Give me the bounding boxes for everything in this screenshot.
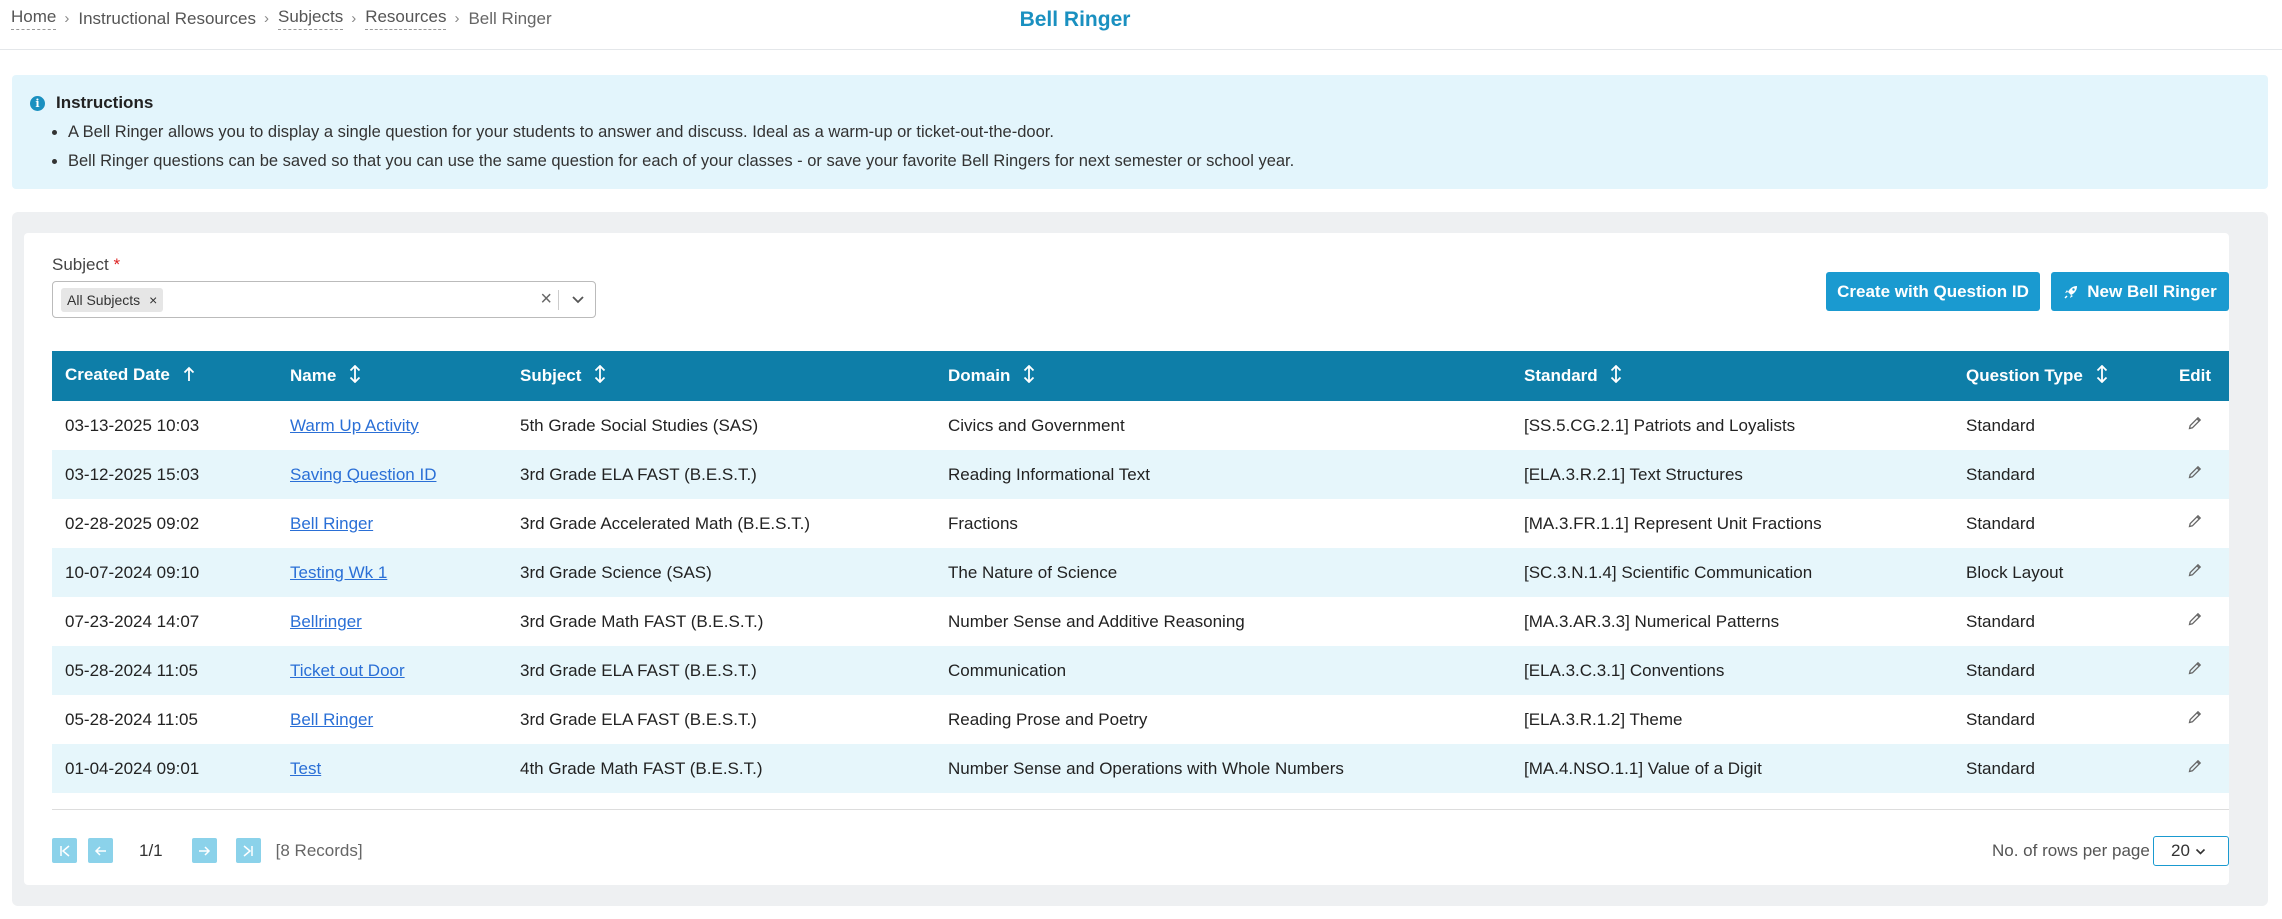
table-row [52, 548, 2229, 597]
column-header-subject[interactable] [507, 351, 935, 401]
table-row [52, 450, 2229, 499]
last-page-button[interactable] [236, 838, 261, 863]
column-header-label: Domain [948, 365, 1011, 385]
chevron-right-icon: › [351, 10, 357, 27]
record-count: [8 Records] [275, 840, 363, 860]
chevron-right-icon: › [264, 10, 269, 27]
column-header-name[interactable] [277, 351, 507, 401]
instructions-item: • Bell Ringer questions can be saved so that you can use the same question for each of your classes - or save your favorite Bell Ringers for next semester or school year. [68, 150, 1294, 179]
first-page-icon [58, 844, 72, 858]
instructions-box [12, 75, 2268, 189]
bell-ringer-table [52, 351, 2229, 793]
column-header-created-date[interactable] [52, 351, 277, 401]
table-row [52, 744, 2229, 793]
breadcrumb-resources[interactable]: Resources [365, 7, 446, 30]
cell-subject: 5th Grade Social Studies (SAS) [520, 415, 759, 435]
subject-label [52, 255, 120, 275]
page-title: Bell Ringer [1019, 8, 1131, 31]
cell-edit [2161, 401, 2229, 450]
cell-subject: 3rd Grade Accelerated Math (B.E.S.T.) [520, 513, 811, 533]
new-bell-ringer-label: New Bell Ringer [2087, 281, 2217, 301]
bell-ringer-link[interactable]: Bell Ringer [290, 513, 374, 533]
table-header-row [52, 351, 2229, 401]
cell-question-type: Standard [1966, 709, 2035, 729]
bell-ringer-link[interactable]: Testing Wk 1 [290, 562, 388, 582]
instructions-list [68, 121, 1294, 179]
cell-domain: Reading Prose and Poetry [948, 709, 1148, 729]
cell-name [277, 548, 507, 597]
cell-edit [2161, 597, 2229, 646]
column-header-label: Standard [1524, 365, 1598, 385]
cell-subject: 3rd Grade ELA FAST (B.E.S.T.) [520, 709, 757, 729]
page-status: 1/1 [139, 840, 163, 860]
subject-chip [61, 288, 163, 312]
subject-chip-label: All Subjects [67, 292, 141, 308]
cell-name [277, 695, 507, 744]
cell-edit [2161, 695, 2229, 744]
cell-standard: [ELA.3.R.2.1] Text Structures [1524, 464, 1743, 484]
create-with-question-id-label: Create with Question ID [1837, 281, 2029, 301]
cell-edit [2161, 744, 2229, 793]
cell-question-type: Standard [1966, 758, 2035, 778]
instructions-heading [30, 93, 153, 113]
sort-icon [594, 365, 606, 388]
table-row [52, 597, 2229, 646]
cell-domain: Civics and Government [948, 415, 1125, 435]
rows-per-page-label: No. of rows per page [1992, 841, 2150, 860]
cell-created-date: 03-13-2025 10:03 [65, 415, 200, 435]
subject-label-text: Subject [52, 255, 109, 274]
bell-ringer-link[interactable]: Bellringer [290, 611, 362, 631]
arrow-left-icon [94, 844, 108, 858]
instructions-item: • A Bell Ringer allows you to display a single question for your students to answer and discuss. Ideal as a warm-up or ticket-out-the-door. [68, 121, 1294, 150]
cell-standard: [MA.3.FR.1.1] Represent Unit Fractions [1524, 513, 1822, 533]
table-row [52, 401, 2229, 450]
pencil-icon[interactable] [2187, 563, 2203, 582]
pencil-icon[interactable] [2187, 514, 2203, 533]
column-header-domain[interactable] [935, 351, 1511, 401]
pencil-icon[interactable] [2187, 465, 2203, 484]
table-row [52, 499, 2229, 548]
select-divider [558, 290, 559, 310]
cell-created-date: 01-04-2024 09:01 [65, 758, 200, 778]
column-header-label: Edit [2178, 366, 2212, 385]
table-divider [52, 809, 2229, 810]
sort-icon [2096, 365, 2108, 388]
breadcrumb-home[interactable]: Home [11, 7, 56, 30]
sort-icon [1610, 365, 1622, 388]
cell-question-type: Standard [1966, 415, 2035, 435]
pencil-icon[interactable] [2187, 710, 2203, 729]
instructions-title: Instructions [56, 93, 154, 112]
previous-page-button[interactable] [88, 838, 113, 863]
remove-chip-icon[interactable]: × [149, 292, 158, 308]
sort-icon [349, 365, 361, 388]
rocket-icon [2063, 284, 2079, 300]
pencil-icon[interactable] [2187, 661, 2203, 680]
next-page-button[interactable] [192, 838, 217, 863]
column-header-label: Subject [520, 365, 582, 385]
bell-ringer-link[interactable]: Warm Up Activity [290, 415, 419, 435]
new-bell-ringer-button[interactable] [2051, 272, 2229, 311]
subject-select[interactable] [52, 281, 596, 318]
info-icon: i [30, 96, 45, 111]
chevron-right-icon: › [64, 10, 70, 27]
clear-icon[interactable]: × [540, 288, 552, 310]
cell-created-date: 10-07-2024 09:10 [65, 562, 200, 582]
breadcrumb-instructional-resources: Instructional Resources [78, 8, 256, 28]
bell-ringer-link[interactable]: Test [290, 758, 322, 778]
cell-subject: 3rd Grade Science (SAS) [520, 562, 712, 582]
cell-edit [2161, 646, 2229, 695]
cell-name [277, 450, 507, 499]
breadcrumb-current: Bell Ringer [468, 8, 552, 28]
pencil-icon[interactable] [2187, 612, 2203, 631]
cell-domain: Reading Informational Text [948, 464, 1150, 484]
first-page-button[interactable] [52, 838, 77, 863]
cell-domain: Number Sense and Additive Reasoning [948, 611, 1245, 631]
cell-created-date: 05-28-2024 11:05 [65, 709, 198, 729]
table-row [52, 695, 2229, 744]
pagination [52, 838, 363, 863]
cell-question-type: Standard [1966, 611, 2035, 631]
cell-question-type: Block Layout [1966, 562, 2064, 582]
arrow-right-icon [197, 844, 211, 858]
cell-name [277, 499, 507, 548]
cell-question-type: Standard [1966, 660, 2035, 680]
bell-ringer-link[interactable]: Bell Ringer [290, 709, 374, 729]
cell-standard: [ELA.3.R.1.2] Theme [1524, 709, 1683, 729]
rows-per-page-select[interactable] [2153, 836, 2229, 866]
sort-icon [1023, 365, 1035, 388]
cell-question-type: Standard [1966, 513, 2035, 533]
cell-domain: Number Sense and Operations with Whole Numbers [948, 758, 1344, 778]
create-with-question-id-button[interactable] [1826, 272, 2040, 311]
cell-created-date: 02-28-2025 09:02 [65, 513, 200, 533]
column-header-standard[interactable] [1511, 351, 1953, 401]
cell-domain: Communication [948, 660, 1067, 680]
cell-subject: 3rd Grade ELA FAST (B.E.S.T.) [520, 660, 757, 680]
cell-question-type: Standard [1966, 464, 2035, 484]
cell-domain: Fractions [948, 513, 1018, 533]
cell-subject: 4th Grade Math FAST (B.E.S.T.) [520, 758, 763, 778]
cell-edit [2161, 450, 2229, 499]
cell-subject: 3rd Grade ELA FAST (B.E.S.T.) [520, 464, 757, 484]
cell-name [277, 646, 507, 695]
cell-standard: [SC.3.N.1.4] Scientific Communication [1524, 562, 1813, 582]
cell-name [277, 744, 507, 793]
column-header-edit [2161, 351, 2229, 401]
bell-ringer-link[interactable]: Ticket out Door [290, 660, 405, 680]
breadcrumb-subjects[interactable]: Subjects [278, 7, 343, 30]
column-header-label: Created Date [65, 365, 170, 385]
required-mark: * [113, 255, 121, 274]
cell-standard: [ELA.3.C.3.1] Conventions [1524, 660, 1725, 680]
pencil-icon[interactable] [2187, 759, 2203, 778]
cell-standard: [MA.3.AR.3.3] Numerical Patterns [1524, 611, 1780, 631]
cell-domain: The Nature of Science [948, 562, 1118, 582]
cell-edit [2161, 548, 2229, 597]
arrow-up-icon [183, 366, 195, 387]
cell-created-date: 03-12-2025 15:03 [65, 464, 200, 484]
cell-standard: [SS.5.CG.2.1] Patriots and Loyalists [1524, 415, 1796, 435]
top-bar [0, 0, 2282, 50]
chevron-right-icon: › [454, 10, 460, 27]
cell-subject: 3rd Grade Math FAST (B.E.S.T.) [520, 611, 764, 631]
column-header-label: Question Type [1966, 365, 2083, 385]
cell-created-date: 07-23-2024 14:07 [65, 611, 200, 631]
column-header-label: Name [290, 365, 337, 385]
cell-name [277, 597, 507, 646]
cell-created-date: 05-28-2024 11:05 [65, 660, 198, 680]
last-page-icon [241, 844, 255, 858]
cell-standard: [MA.4.NSO.1.1] Value of a Digit [1524, 758, 1762, 778]
column-header-question-type[interactable] [1953, 351, 2161, 401]
table-row [52, 646, 2229, 695]
cell-edit [2161, 499, 2229, 548]
chevron-down-icon[interactable] [571, 292, 585, 311]
rows-per-page-value: 20 [2171, 841, 2190, 860]
cell-name [277, 401, 507, 450]
chevron-down-icon [2195, 846, 2206, 857]
pencil-icon[interactable] [2187, 416, 2203, 435]
bell-ringer-link[interactable]: Saving Question ID [290, 464, 437, 484]
